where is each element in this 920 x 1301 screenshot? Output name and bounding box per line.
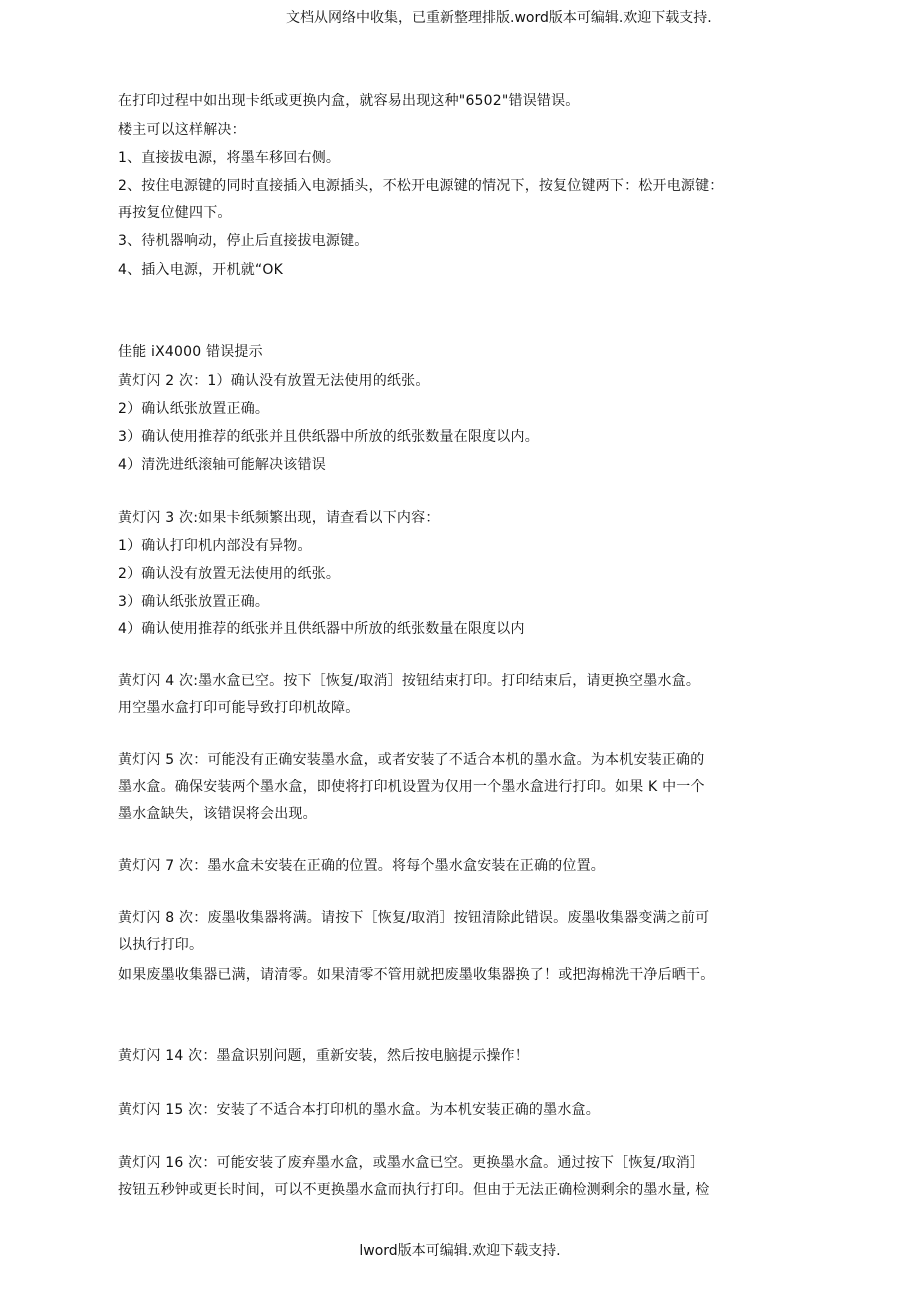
text-line: 如果废墨收集器已满，请清零。如果清零不管用就把废墨收集器换了！或把海棉洗干净后晒干。 [118, 967, 715, 983]
text-line: 3）确认使用推荐的纸张并且供纸器中所放的纸张数量在限度以内。 [118, 429, 539, 445]
text-line: 黄灯闪 15 次：安装了不适合本打印机的墨水盒。为本机安装正确的墨水盒。 [118, 1102, 600, 1118]
text-line: 黄灯闪 8 次：废墨收集器将满。请按下［恢复/取消］按钮清除此错误。废墨收集器变满之前可 [118, 910, 710, 926]
text-line: 以执行打印。 [118, 937, 204, 953]
text-line: 黄灯闪 4 次:墨水盒已空。按下［恢复/取消］按钮结束打印。打印结束后，请更换空墨水盒。 [118, 673, 701, 689]
text-line: 3）确认纸张放置正确。 [118, 594, 270, 610]
text-line: 3、待机器响动，停止后直接拔电源键。 [118, 233, 369, 249]
text-line: 在打印过程中如出现卡纸或更换内盒，就容易出现这种"6502"错误错误。 [118, 93, 580, 109]
text-line: 1）确认打印机内部没有异物。 [118, 538, 312, 554]
text-line: 4）清洗进纸滚轴可能解决该错误 [118, 457, 326, 473]
text-line: 4）确认使用推荐的纸张并且供纸器中所放的纸张数量在限度以内 [118, 621, 525, 637]
text-line: 黄灯闪 5 次：可能没有正确安装墨水盒，或者安装了不适合本机的墨水盒。为本机安装正确的 [118, 752, 705, 768]
text-line: 用空墨水盒打印可能导致打印机故障。 [118, 700, 360, 716]
text-line: 黄灯闪 7 次：墨水盒未安装在正确的位置。将每个墨水盒安装在正确的位置。 [118, 858, 606, 874]
text-line: 黄灯闪 16 次：可能安装了废弃墨水盒，或墨水盒已空。更换墨水盒。通过按下［恢复/取消］ [118, 1155, 705, 1171]
text-line: 黄灯闪 2 次：1）确认没有放置无法使用的纸张。 [118, 373, 430, 389]
text-line: 2）确认没有放置无法使用的纸张。 [118, 566, 341, 582]
page-header: 文档从网络中收集，已重新整理排版.word版本可编辑.欢迎下载支持. [286, 10, 712, 26]
text-line: 4、插入电源，开机就“OK [118, 262, 283, 278]
text-line: 楼主可以这样解决： [118, 122, 246, 138]
text-line: 再按复位健四下。 [118, 205, 232, 221]
text-line: 2）确认纸张放置正确。 [118, 401, 270, 417]
text-line: 黄灯闪 14 次：墨盒识别问题，重新安装，然后按电脑提示操作！ [118, 1048, 529, 1064]
text-line: 黄灯闪 3 次:如果卡纸频繁出现，请查看以下内容： [118, 510, 440, 526]
text-line: 按钮五秒钟或更长时间，可以不更换墨水盒而执行打印。但由于无法正确检测剩余的墨水量, 检 [118, 1182, 710, 1198]
text-line: 2、按住电源键的同时直接插入电源插头，不松开电源键的情况下，按复位键两下：松开电源键： [118, 178, 724, 194]
text-line: 墨水盒。确保安装两个墨水盒，即使将打印机设置为仅用一个墨水盒进行打印。如果 K 中一个 [118, 779, 705, 795]
text-line: 佳能 iX4000 错误提示 [118, 344, 263, 360]
text-line: 墨水盒缺失，该错误将会出现。 [118, 806, 317, 822]
page-footer: lword版本可编辑.欢迎下载支持. [359, 1243, 561, 1259]
text-line: 1、直接拔电源，将墨车移回右侧。 [118, 150, 341, 166]
